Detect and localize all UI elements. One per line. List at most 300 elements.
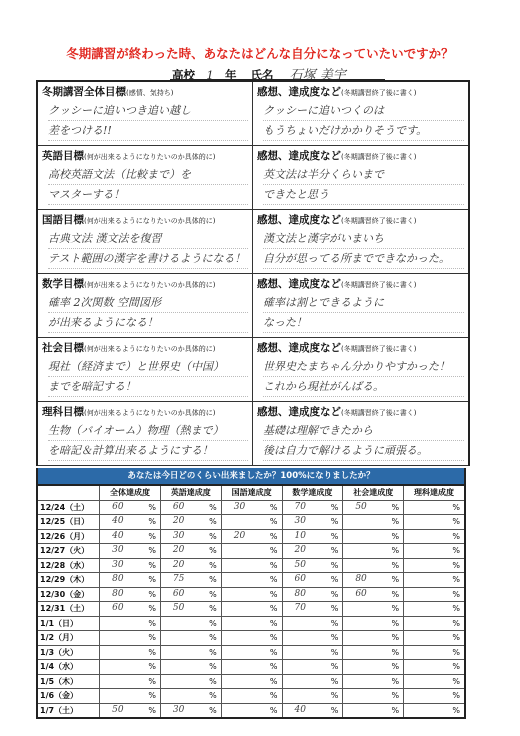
log-date: 12/27（火） xyxy=(37,544,100,559)
daily-log-table xyxy=(36,484,466,719)
log-cell[interactable] xyxy=(343,660,404,675)
log-cell[interactable] xyxy=(221,515,282,530)
percent-sign: % xyxy=(391,647,400,657)
log-cell[interactable] xyxy=(343,558,404,573)
log-cell[interactable] xyxy=(160,631,221,646)
log-value: 60 xyxy=(172,588,185,599)
log-date: 1/1（日） xyxy=(37,616,100,631)
log-cell[interactable] xyxy=(343,500,404,515)
heading-text: 感想、達成度など xyxy=(257,214,341,226)
handwritten-line: クッシーに追いつき追い越し xyxy=(48,101,248,121)
school-label: 高校 xyxy=(172,68,195,82)
log-date: 1/5（木） xyxy=(37,674,100,689)
log-cell[interactable] xyxy=(221,544,282,559)
log-cell[interactable] xyxy=(160,558,221,573)
percent-sign: % xyxy=(269,575,278,584)
percent-sign: % xyxy=(269,705,278,715)
heading-text: 数学目標 xyxy=(42,278,84,290)
handwritten-line: なった！ xyxy=(263,313,464,333)
log-cell[interactable] xyxy=(160,587,221,602)
percent-sign: % xyxy=(269,517,278,526)
handwritten-line: 確率は割とできるように xyxy=(263,293,464,313)
comment-title xyxy=(257,84,464,99)
log-cell[interactable] xyxy=(282,515,343,530)
goal-row xyxy=(38,146,468,210)
log-cell[interactable] xyxy=(343,602,404,617)
percent-sign: % xyxy=(330,575,339,584)
percent-sign: % xyxy=(330,647,339,657)
handwritten-line: 世界史たまちゃん分かりやすかった！ xyxy=(263,357,464,377)
percent-sign: % xyxy=(209,589,217,599)
heading-text: 感想、達成度など xyxy=(257,406,341,418)
log-cell[interactable] xyxy=(404,631,465,646)
log-cell[interactable] xyxy=(282,573,343,588)
comment-cell[interactable] xyxy=(253,338,468,401)
log-row xyxy=(37,602,465,617)
handwritten-text xyxy=(42,293,248,333)
log-value: 60 xyxy=(355,588,367,599)
log-cell[interactable] xyxy=(221,689,282,704)
log-row xyxy=(37,587,465,602)
log-value: 60 xyxy=(112,501,124,512)
log-value: 50 xyxy=(294,559,306,570)
log-cell[interactable] xyxy=(160,500,221,515)
student-name: 石塚 美宇 xyxy=(289,68,346,83)
log-cell[interactable] xyxy=(404,587,465,602)
log-cell[interactable] xyxy=(100,544,161,559)
heading-text: 感想、達成度など xyxy=(257,86,341,98)
log-cell[interactable] xyxy=(404,689,465,704)
log-cell[interactable] xyxy=(100,558,161,573)
heading-text: 理科目標 xyxy=(42,406,84,418)
log-cell[interactable] xyxy=(221,631,282,646)
handwritten-line: が出来るようになる！ xyxy=(48,313,248,333)
log-cell[interactable] xyxy=(221,587,282,602)
heading-note: (冬期講習終了後に書く) xyxy=(341,409,417,417)
goal-cell[interactable] xyxy=(38,402,253,465)
percent-sign: % xyxy=(269,502,278,512)
log-cell[interactable] xyxy=(160,660,221,675)
log-cell[interactable] xyxy=(404,544,465,559)
percent-sign: % xyxy=(269,618,278,628)
log-row xyxy=(37,645,465,660)
log-header-date xyxy=(37,485,100,500)
log-value: 50 xyxy=(112,704,124,715)
log-row xyxy=(37,616,465,631)
handwritten-text xyxy=(42,101,248,141)
log-cell[interactable] xyxy=(404,573,465,588)
handwritten-line: 漢文法と漢字がいまいち xyxy=(263,229,464,249)
percent-sign: % xyxy=(452,589,460,599)
percent-sign: % xyxy=(148,517,156,526)
handwritten-line: までを暗記する！ xyxy=(48,377,248,397)
percent-sign: % xyxy=(452,575,460,584)
percent-sign: % xyxy=(452,676,460,686)
log-cell[interactable] xyxy=(282,703,343,718)
log-cell[interactable] xyxy=(100,703,161,718)
percent-sign: % xyxy=(452,618,460,628)
handwritten-text xyxy=(42,357,248,397)
log-cell[interactable] xyxy=(404,500,465,515)
percent-sign: % xyxy=(269,691,278,700)
percent-sign: % xyxy=(269,647,278,657)
comment-cell[interactable] xyxy=(253,402,468,465)
percent-sign: % xyxy=(209,517,217,526)
percent-sign: % xyxy=(148,662,156,671)
log-cell[interactable] xyxy=(282,660,343,675)
goal-row xyxy=(38,210,468,274)
log-value: 30 xyxy=(172,530,185,541)
percent-sign: % xyxy=(330,546,339,555)
percent-sign: % xyxy=(209,560,217,570)
log-cell[interactable] xyxy=(100,573,161,588)
log-cell[interactable] xyxy=(160,515,221,530)
log-cell[interactable] xyxy=(221,645,282,660)
comment-cell[interactable] xyxy=(253,274,468,337)
handwritten-line: マスターする！ xyxy=(48,185,248,205)
log-value: 30 xyxy=(233,501,246,512)
log-value: 40 xyxy=(112,530,124,541)
log-row xyxy=(37,544,465,559)
log-cell[interactable] xyxy=(343,674,404,689)
comment-title xyxy=(257,404,464,419)
goal-row xyxy=(38,82,468,146)
percent-sign: % xyxy=(452,691,460,700)
percent-sign: % xyxy=(209,662,217,671)
log-header-row xyxy=(37,485,465,500)
log-cell[interactable] xyxy=(100,515,161,530)
percent-sign: % xyxy=(391,633,400,642)
log-cell[interactable] xyxy=(343,529,404,544)
percent-sign: % xyxy=(209,531,217,541)
log-cell[interactable] xyxy=(160,616,221,631)
percent-sign: % xyxy=(269,604,278,613)
percent-sign: % xyxy=(391,705,400,715)
log-cell[interactable] xyxy=(343,703,404,718)
log-cell[interactable] xyxy=(100,674,161,689)
log-cell[interactable] xyxy=(343,544,404,559)
percent-sign: % xyxy=(330,604,339,613)
log-cell[interactable] xyxy=(100,631,161,646)
percent-sign: % xyxy=(330,691,339,700)
log-value: 30 xyxy=(172,704,185,715)
log-value: 75 xyxy=(172,574,185,584)
comment-cell[interactable] xyxy=(253,146,468,209)
percent-sign: % xyxy=(209,575,217,584)
log-cell[interactable] xyxy=(221,674,282,689)
page-title: 冬期講習が終わった時、あなたはどんな自分になっていたいですか？ xyxy=(66,46,454,61)
log-header: 国語達成度 xyxy=(221,485,282,500)
percent-sign: % xyxy=(391,691,400,700)
log-cell[interactable] xyxy=(404,674,465,689)
log-row xyxy=(37,674,465,689)
log-cell[interactable] xyxy=(100,689,161,704)
heading-note: (冬期講習終了後に書く) xyxy=(341,89,417,97)
log-cell[interactable] xyxy=(343,515,404,530)
log-value: 80 xyxy=(112,574,124,584)
name-label: 氏名 xyxy=(250,68,274,82)
heading-note: (冬期講習終了後に書く) xyxy=(341,153,417,161)
log-cell[interactable] xyxy=(404,558,465,573)
heading-note: (何が出来るようになりたいのか具体的に) xyxy=(84,217,216,225)
percent-sign: % xyxy=(148,531,156,541)
log-value: 20 xyxy=(172,559,185,570)
log-date: 12/29（木） xyxy=(37,573,100,588)
percent-sign: % xyxy=(391,676,400,686)
comment-title xyxy=(257,212,464,227)
log-cell[interactable] xyxy=(160,544,221,559)
handwritten-text xyxy=(42,421,248,461)
percent-sign: % xyxy=(148,633,156,642)
log-cell[interactable] xyxy=(343,573,404,588)
log-header: 数学達成度 xyxy=(282,485,343,500)
log-cell[interactable] xyxy=(343,587,404,602)
heading-note: (冬期講習終了後に書く) xyxy=(341,281,417,289)
log-cell[interactable] xyxy=(282,602,343,617)
log-cell[interactable] xyxy=(100,616,161,631)
log-value: 30 xyxy=(294,516,306,526)
log-date: 1/4（水） xyxy=(37,660,100,675)
log-value: 20 xyxy=(172,545,185,555)
percent-sign: % xyxy=(330,531,339,541)
percent-sign: % xyxy=(391,575,400,584)
log-cell[interactable] xyxy=(404,602,465,617)
log-cell[interactable] xyxy=(282,544,343,559)
log-cell[interactable] xyxy=(404,645,465,660)
log-value: 50 xyxy=(355,501,367,512)
handwritten-text xyxy=(257,293,464,333)
daily-banner: あなたは今日どのくらい出来ましたか？100%になりましたか？ xyxy=(36,468,466,484)
handwritten-text xyxy=(257,165,464,205)
percent-sign: % xyxy=(330,502,339,512)
percent-sign: % xyxy=(330,517,339,526)
percent-sign: % xyxy=(148,575,156,584)
log-cell[interactable] xyxy=(343,645,404,660)
log-cell[interactable] xyxy=(221,558,282,573)
heading-text: 感想、達成度など xyxy=(257,278,341,290)
log-value: 10 xyxy=(294,530,306,541)
goal-cell[interactable] xyxy=(38,210,253,273)
percent-sign: % xyxy=(330,676,339,686)
goal-cell[interactable] xyxy=(38,82,253,145)
log-cell[interactable] xyxy=(404,660,465,675)
percent-sign: % xyxy=(452,502,460,512)
log-cell[interactable] xyxy=(404,616,465,631)
log-cell[interactable] xyxy=(221,660,282,675)
percent-sign: % xyxy=(452,546,460,555)
log-cell[interactable] xyxy=(221,616,282,631)
heading-text: 感想、達成度など xyxy=(257,342,341,354)
goal-row xyxy=(38,274,468,338)
percent-sign: % xyxy=(452,604,460,613)
goal-row xyxy=(38,338,468,402)
log-cell[interactable] xyxy=(100,500,161,515)
percent-sign: % xyxy=(330,589,339,599)
log-cell[interactable] xyxy=(282,631,343,646)
log-cell[interactable] xyxy=(404,703,465,718)
handwritten-text xyxy=(42,165,248,205)
log-cell[interactable] xyxy=(221,500,282,515)
log-value: 70 xyxy=(294,603,306,613)
log-cell[interactable] xyxy=(100,645,161,660)
handwritten-line: 英文法は半分くらいまで xyxy=(263,165,464,185)
log-row xyxy=(37,529,465,544)
log-cell[interactable] xyxy=(160,573,221,588)
comment-cell[interactable] xyxy=(253,210,468,273)
comment-title xyxy=(257,148,464,163)
log-value: 80 xyxy=(294,588,306,599)
log-cell[interactable] xyxy=(221,529,282,544)
log-header: 理科達成度 xyxy=(404,485,465,500)
handwritten-line: 高校英語文法（比較まで）を xyxy=(48,165,248,185)
percent-sign: % xyxy=(209,604,217,613)
log-cell[interactable] xyxy=(160,529,221,544)
log-cell[interactable] xyxy=(282,616,343,631)
percent-sign: % xyxy=(452,517,460,526)
log-header: 社会達成度 xyxy=(343,485,404,500)
percent-sign: % xyxy=(148,676,156,686)
log-value: 80 xyxy=(355,574,367,584)
percent-sign: % xyxy=(269,546,278,555)
goal-title xyxy=(42,148,248,163)
handwritten-line: 基礎は理解できたから xyxy=(263,421,464,441)
log-cell[interactable] xyxy=(282,529,343,544)
heading-text: 英語目標 xyxy=(42,150,84,162)
percent-sign: % xyxy=(452,662,460,671)
percent-sign: % xyxy=(391,546,400,555)
percent-sign: % xyxy=(209,618,217,628)
log-cell[interactable] xyxy=(160,674,221,689)
log-value: 40 xyxy=(294,704,306,715)
log-cell[interactable] xyxy=(282,674,343,689)
percent-sign: % xyxy=(269,662,278,671)
comment-title xyxy=(257,276,464,291)
percent-sign: % xyxy=(330,560,339,570)
goal-title xyxy=(42,84,248,99)
percent-sign: % xyxy=(269,676,278,686)
log-header: 全体達成度 xyxy=(100,485,161,500)
log-cell[interactable] xyxy=(343,689,404,704)
log-value: 50 xyxy=(172,603,185,613)
log-date: 1/3（火） xyxy=(37,645,100,660)
log-row xyxy=(37,660,465,675)
log-row xyxy=(37,500,465,515)
handwritten-text xyxy=(257,101,464,141)
log-value: 80 xyxy=(112,588,124,599)
log-cell[interactable] xyxy=(160,703,221,718)
goal-cell[interactable] xyxy=(38,274,253,337)
log-value: 60 xyxy=(172,501,185,512)
heading-note: (何が出来るようになりたいのか具体的に) xyxy=(84,345,216,353)
log-date: 1/2（月） xyxy=(37,631,100,646)
percent-sign: % xyxy=(452,531,460,541)
grade-value: 1 xyxy=(206,68,214,82)
percent-sign: % xyxy=(269,633,278,642)
percent-sign: % xyxy=(330,705,339,715)
log-cell[interactable] xyxy=(282,558,343,573)
log-cell[interactable] xyxy=(282,645,343,660)
handwritten-text xyxy=(257,229,464,269)
comment-cell[interactable] xyxy=(253,82,468,145)
log-cell[interactable] xyxy=(100,587,161,602)
heading-note: (何が出来るようになりたいのか具体的に) xyxy=(84,281,216,289)
log-cell[interactable] xyxy=(100,660,161,675)
log-value: 60 xyxy=(294,574,306,584)
log-cell[interactable] xyxy=(160,602,221,617)
log-value: 20 xyxy=(172,516,185,526)
percent-sign: % xyxy=(391,531,400,541)
log-value: 30 xyxy=(112,545,124,555)
log-value: 20 xyxy=(233,530,246,541)
heading-text: 社会目標 xyxy=(42,342,84,354)
handwritten-line: クッシーに追いつくのは xyxy=(263,101,464,121)
percent-sign: % xyxy=(452,560,460,570)
handwritten-line: 生物（バイオーム）物理（熱まで） xyxy=(48,421,248,441)
log-cell[interactable] xyxy=(221,602,282,617)
heading-text: 感想、達成度など xyxy=(257,150,341,162)
log-cell[interactable] xyxy=(343,631,404,646)
log-cell[interactable] xyxy=(282,500,343,515)
percent-sign: % xyxy=(148,647,156,657)
handwritten-line: テスト範囲の漢字を書けるようになる！ xyxy=(48,249,248,269)
percent-sign: % xyxy=(452,705,460,715)
handwritten-line: 確率 2次関数 空間図形 xyxy=(48,293,248,313)
percent-sign: % xyxy=(209,691,217,700)
goal-cell[interactable] xyxy=(38,338,253,401)
handwritten-line: を暗記＆計算出来るようにする！ xyxy=(48,441,248,461)
handwritten-line: 自分が思ってる所までできなかった。 xyxy=(263,249,464,269)
handwritten-line: できたと思う xyxy=(263,185,464,205)
log-date: 12/24（土） xyxy=(37,500,100,515)
percent-sign: % xyxy=(209,633,217,642)
percent-sign: % xyxy=(391,604,400,613)
handwritten-line: 後は自力で解けるように頑張る。 xyxy=(263,441,464,461)
heading-text: 国語目標 xyxy=(42,214,84,226)
log-cell[interactable] xyxy=(100,602,161,617)
log-cell[interactable] xyxy=(282,587,343,602)
log-date: 12/25（日） xyxy=(37,515,100,530)
log-date: 12/26（月） xyxy=(37,529,100,544)
percent-sign: % xyxy=(148,589,156,599)
percent-sign: % xyxy=(269,531,278,541)
log-value: 70 xyxy=(294,501,306,512)
handwritten-line: これから現社がんばる。 xyxy=(263,377,464,397)
log-row xyxy=(37,573,465,588)
log-cell[interactable] xyxy=(100,529,161,544)
handwritten-line: 差をつける!! xyxy=(48,121,248,141)
goal-cell[interactable] xyxy=(38,146,253,209)
percent-sign: % xyxy=(148,546,156,555)
percent-sign: % xyxy=(391,662,400,671)
log-date: 12/31（土） xyxy=(37,602,100,617)
log-header: 英語達成度 xyxy=(160,485,221,500)
heading-note: (冬期講習終了後に書く) xyxy=(341,217,417,225)
log-cell[interactable] xyxy=(221,573,282,588)
log-cell[interactable] xyxy=(221,703,282,718)
percent-sign: % xyxy=(391,502,400,512)
percent-sign: % xyxy=(330,618,339,628)
percent-sign: % xyxy=(330,662,339,671)
log-cell[interactable] xyxy=(404,529,465,544)
log-cell[interactable] xyxy=(160,645,221,660)
percent-sign: % xyxy=(209,705,217,715)
percent-sign: % xyxy=(148,705,156,715)
log-cell[interactable] xyxy=(160,689,221,704)
percent-sign: % xyxy=(148,691,156,700)
log-cell[interactable] xyxy=(282,689,343,704)
log-cell[interactable] xyxy=(404,515,465,530)
log-cell[interactable] xyxy=(343,616,404,631)
